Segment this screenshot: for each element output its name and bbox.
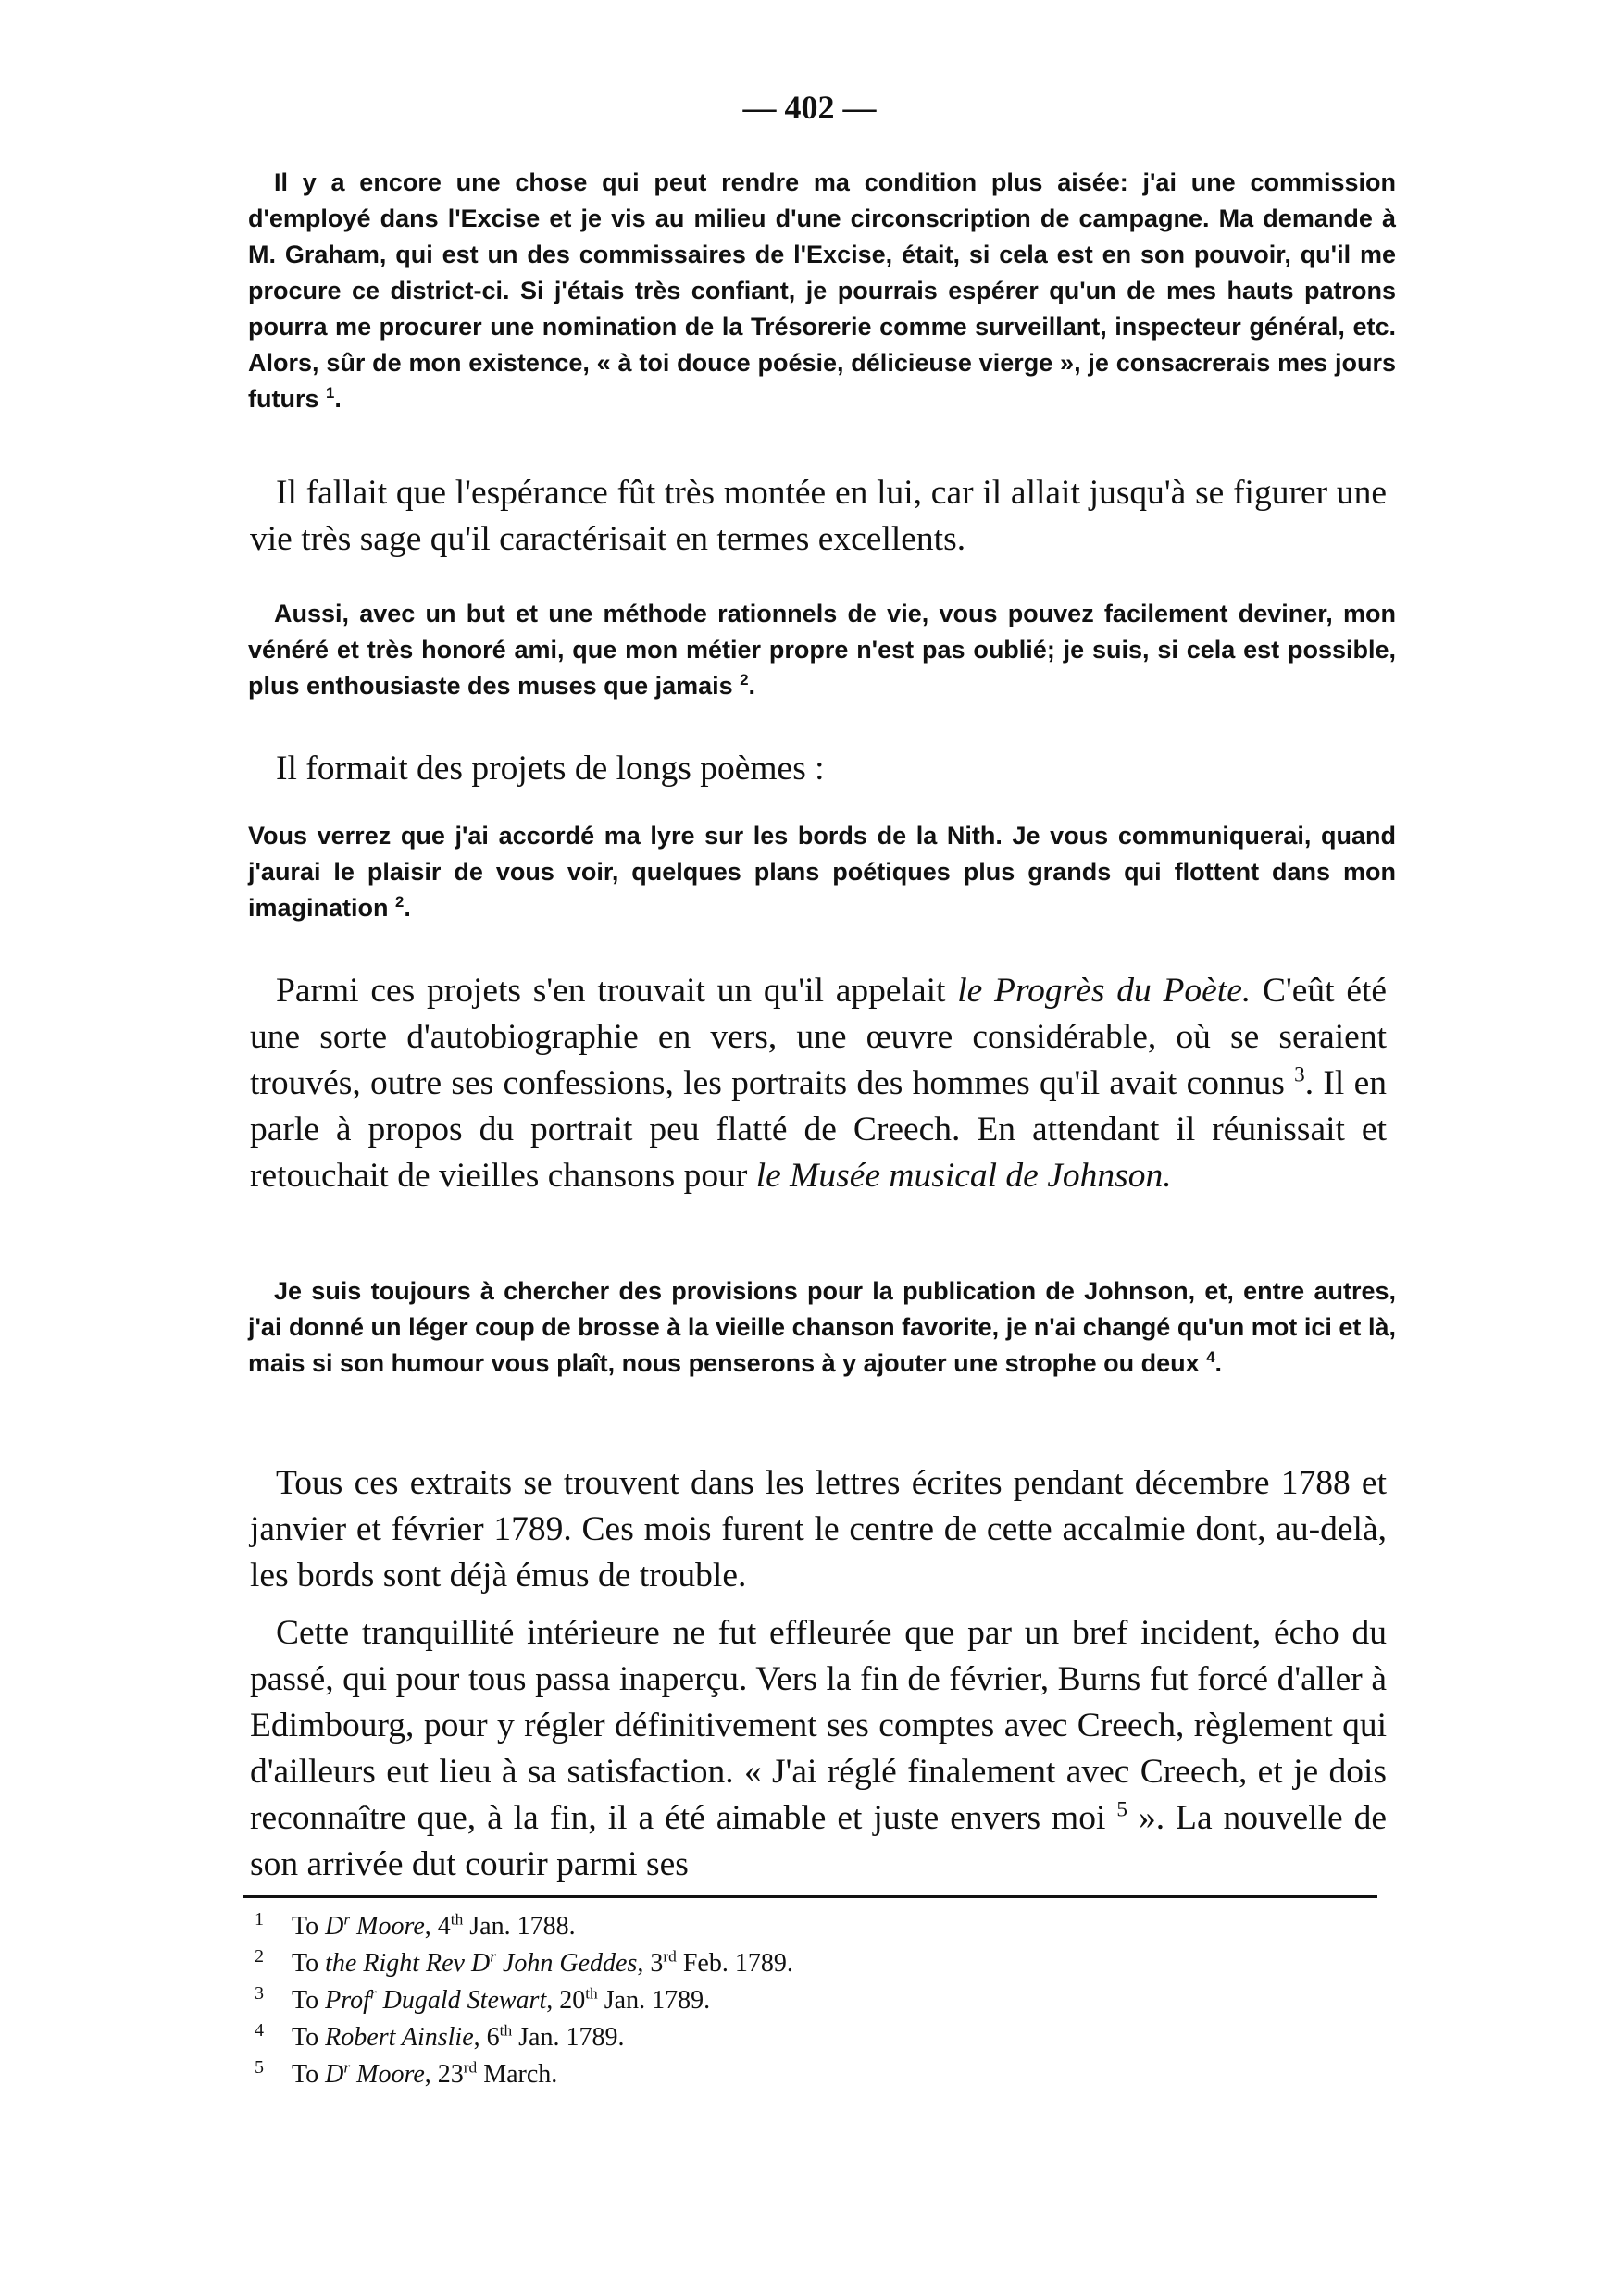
footnotes — [255, 1908, 1365, 2093]
footnote-5: 5 To $D^r$ Moore, 23rd March. — [255, 2056, 558, 2089]
quote-lyre: Vous verrez que j'ai accordé ma lyre sur les bords de la Nith. Je vous communiquerai, quand j'aurai le plaisir de vous voir, quelques plans poétiques plus grands qui flottent dans mon imagination $^2$. — [248, 822, 1396, 922]
footnote-ref: 3 — [1294, 1062, 1305, 1087]
paragraph-extraits: Tous ces extraits se trouvent dans les lettres écrites pendant décembre 1788 et janvier et février 1789. Ces mois furent le centre de cette accalmie dont, au-delà, les bords sont déjà émus de trouble. — [250, 1464, 1387, 1595]
paragraph-tranquillite: Cette tranquillité intérieure ne fut effleurée que par un bref incident, écho du passé, qui pour tous passa inaperçu. Vers la fin de février, Burns fut forcé d'aller à Edimbourg, pour y régler définitivement ses comptes avec Creech, règlement qui d'ailleurs eut lieu à sa satisfaction. « J'ai réglé finalement avec Creech, et je dois reconnaître que, à la fin, il a été aimable et juste envers moi $^5$ ». La nouvelle de son arrivée dut courir parmi ses — [250, 1614, 1388, 1883]
footnote-1: 1 To $D^r$ Moore, 4th Jan. 1788. — [255, 1908, 576, 1941]
quote-text: Je suis toujours à chercher des provisions pour la publication de Johnson, et, entre autres, j'ai donné un léger coup de brosse à la vieille chanson favorite, je n'ai changé qu'un mot ici et là, mais si son humour vous plaît, nous penserons à y ajouter une strophe ou deux — [248, 1277, 1396, 1377]
paragraph-projets: Il formait des projets de longs poèmes : — [276, 750, 825, 788]
footnote-ref: 1 — [326, 384, 335, 402]
footnote-2: 2 To the Right Rev $D^r$ John Geddes, 3rd Feb. 1789. — [255, 1945, 793, 1978]
quote-excise: Il y a encore une chose qui peut rendre ma condition plus aisée: j'ai une commission d'employé dans l'Excise et je vis au milieu d'une circonscription de campagne. Ma demande à M. Graham, qui est un des commissaires de l'Excise, était, si cela est en son pouvoir, qu'il me procure ce district-ci. Si j'étais très confiant, je pourrais espérer qu'un de mes hauts patrons pourra me procurer une nomination de la Trésorerie comme surveillant, inspecteur général, etc. Alors, sûr de mon existence, « à toi douce poésie, délicieuse vierge », je consacrerais mes jours futurs $^1$. — [248, 168, 1396, 413]
work-title: le Musée musical de Johnson. — [755, 1157, 1172, 1195]
quote-text: Vous verrez que j'ai accordé ma lyre sur les bords de la Nith. Je vous communiquerai, quand j'aurai le plaisir de vous voir, quelques plans poétiques plus grands qui flottent dans mon imagination — [248, 822, 1396, 922]
footnote-3: 3 To Prof$^r$ Dugald Stewart, 20th Jan. 1789. — [255, 1982, 711, 2015]
footnote-ref: 2 — [395, 893, 405, 911]
footnote-divider — [243, 1895, 1377, 1898]
footnote-ref: 2 — [740, 671, 749, 689]
footnote-ref: 4 — [1206, 1348, 1215, 1366]
footnote-4: 4 To Robert Ainslie, 6th Jan. 1789. — [255, 2019, 625, 2052]
paragraph-progres: Parmi ces projets s'en trouvait un qu'il appelait le Progrès du Poète. C'eût été une sorte d'autobiographie en vers, une œuvre considérable, où se seraient trouvés, outre ses confessions, les portraits des hommes qu'il avait connus $^3$. Il en parle à propos du portrait peu flatté de Creech. En attendant il réunissait et retouchait de vieilles chansons pour le Musée musical de Johnson. — [250, 972, 1388, 1195]
footnote-ref: 5 — [1116, 1797, 1127, 1822]
page-number: — 402 — — [742, 89, 877, 126]
quote-text: Aussi, avec un but et une méthode rationnels de vie, vous pouvez facilement deviner, mon vénéré et très honoré ami, que mon métier propre n'est pas oublié; je suis, si cela est possible, plus enthousiaste des muses que jamais — [248, 600, 1396, 700]
quote-methode: Aussi, avec un but et une méthode rationnels de vie, vous pouvez facilement deviner, mon vénéré et très honoré ami, que mon métier propre n'est pas oublié; je suis, si cela est possible, plus enthousiaste des muses que jamais $^2$. — [248, 600, 1396, 700]
quote-text: Il y a encore une chose qui peut rendre ma condition plus aisée: j'ai une commission d'employé dans l'Excise et je vis au milieu d'une circonscription de campagne. Ma demande à M. Graham, qui est un des commissaires de l'Excise, était, si cela est en son pouvoir, qu'il me procure ce district-ci. Si j'étais très confiant, je pourrais espérer qu'un de mes hauts patrons pourra me procurer une nomination de la Trésorerie comme surveillant, inspecteur général, etc. Alors, sûr de mon existence, « à toi douce poésie, délicieuse vierge », je consacrerais mes jours futurs — [248, 168, 1396, 413]
paragraph-esperance: Il fallait que l'espérance fût très montée en lui, car il allait jusqu'à se figurer une vie très sage qu'il caractérisait en termes excellents. — [250, 474, 1387, 558]
quote-johnson: Je suis toujours à chercher des provisions pour la publication de Johnson, et, entre autres, j'ai donné un léger coup de brosse à la vieille chanson favorite, je n'ai changé qu'un mot ici et là, mais si son humour vous plaît, nous penserons à y ajouter une strophe ou deux $^4$. — [248, 1277, 1396, 1377]
work-title: le Progrès du Poète. — [957, 972, 1252, 1010]
